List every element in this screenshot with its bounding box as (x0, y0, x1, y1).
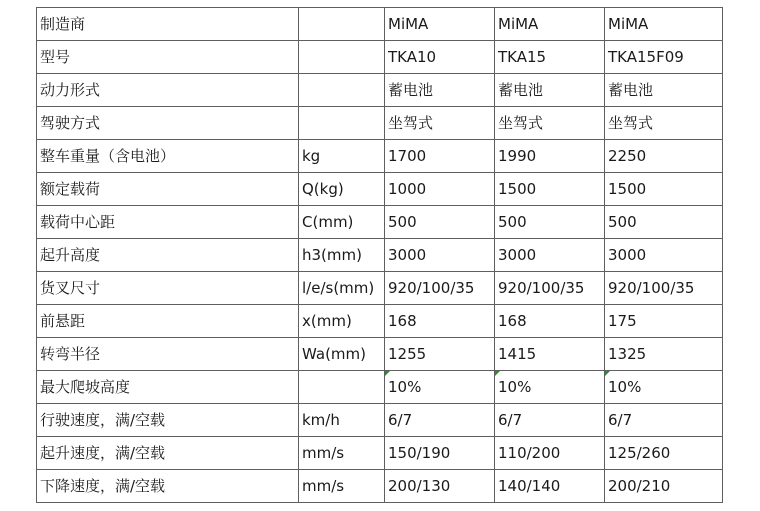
row-label: 起升高度 (37, 239, 299, 272)
row-label: 额定载荷 (37, 173, 299, 206)
value-cell-model-3: 500 (605, 206, 723, 239)
spec-table-body (37, 8, 723, 503)
value-cell-model-1: 168 (385, 305, 495, 338)
value-cell-model-3: TKA15F09 (605, 41, 723, 74)
row-label: 下降速度，满/空载 (37, 470, 299, 503)
row-unit (299, 371, 385, 404)
value-cell-model-2: 坐驾式 (495, 107, 605, 140)
value-cell-model-1: 1255 (385, 338, 495, 371)
value-cell-model-3: 200/210 (605, 470, 723, 503)
value-cell-model-3: 175 (605, 305, 723, 338)
row-label: 转弯半径 (37, 338, 299, 371)
value-cell-model-2: 1990 (495, 140, 605, 173)
value-cell-model-2: 6/7 (495, 404, 605, 437)
value-cell-model-1: 坐驾式 (385, 107, 495, 140)
value-cell-model-3: 6/7 (605, 404, 723, 437)
value-cell-model-1: 10% (385, 371, 495, 404)
table-row (37, 404, 723, 437)
row-unit (299, 41, 385, 74)
row-label: 整车重量（含电池） (37, 140, 299, 173)
table-row (37, 41, 723, 74)
row-label: 载荷中心距 (37, 206, 299, 239)
table-row (37, 206, 723, 239)
row-label: 动力形式 (37, 74, 299, 107)
table-row (37, 371, 723, 404)
row-unit (299, 8, 385, 41)
spec-table (36, 7, 723, 503)
table-row (37, 470, 723, 503)
value-cell-model-2: 110/200 (495, 437, 605, 470)
value-cell-model-2: 140/140 (495, 470, 605, 503)
row-label: 前悬距 (37, 305, 299, 338)
table-row (37, 272, 723, 305)
value-cell-model-1: 1000 (385, 173, 495, 206)
table-row (37, 437, 723, 470)
value-cell-model-1: 150/190 (385, 437, 495, 470)
value-cell-model-3: 125/260 (605, 437, 723, 470)
row-unit: mm/s (299, 437, 385, 470)
row-label: 型号 (37, 41, 299, 74)
row-label: 行驶速度，满/空载 (37, 404, 299, 437)
value-cell-model-2: 500 (495, 206, 605, 239)
value-cell-model-1: 蓄电池 (385, 74, 495, 107)
table-row (37, 74, 723, 107)
value-cell-model-1: 200/130 (385, 470, 495, 503)
row-label: 制造商 (37, 8, 299, 41)
value-cell-model-2: 蓄电池 (495, 74, 605, 107)
row-label: 驾驶方式 (37, 107, 299, 140)
row-unit: h3(mm) (299, 239, 385, 272)
value-cell-model-3: 2250 (605, 140, 723, 173)
row-unit: km/h (299, 404, 385, 437)
value-cell-model-1: TKA10 (385, 41, 495, 74)
row-unit: kg (299, 140, 385, 173)
value-cell-model-1: MiMA (385, 8, 495, 41)
row-unit: x(mm) (299, 305, 385, 338)
row-unit (299, 74, 385, 107)
value-cell-model-3: 10% (605, 371, 723, 404)
value-cell-model-2: TKA15 (495, 41, 605, 74)
value-cell-model-3: 蓄电池 (605, 74, 723, 107)
table-row (37, 173, 723, 206)
table-row (37, 8, 723, 41)
value-cell-model-2: MiMA (495, 8, 605, 41)
value-cell-model-1: 920/100/35 (385, 272, 495, 305)
value-cell-model-1: 500 (385, 206, 495, 239)
table-row (37, 239, 723, 272)
value-cell-model-2: 3000 (495, 239, 605, 272)
row-unit (299, 107, 385, 140)
value-cell-model-2: 10% (495, 371, 605, 404)
value-cell-model-3: 坐驾式 (605, 107, 723, 140)
row-unit: l/e/s(mm) (299, 272, 385, 305)
row-label: 最大爬坡高度 (37, 371, 299, 404)
row-unit: Wa(mm) (299, 338, 385, 371)
value-cell-model-3: 920/100/35 (605, 272, 723, 305)
row-label: 起升速度，满/空载 (37, 437, 299, 470)
value-cell-model-1: 6/7 (385, 404, 495, 437)
table-row (37, 338, 723, 371)
row-unit: C(mm) (299, 206, 385, 239)
value-cell-model-2: 1415 (495, 338, 605, 371)
value-cell-model-1: 3000 (385, 239, 495, 272)
value-cell-model-3: 3000 (605, 239, 723, 272)
table-row (37, 140, 723, 173)
table-row (37, 305, 723, 338)
value-cell-model-1: 1700 (385, 140, 495, 173)
value-cell-model-3: 1325 (605, 338, 723, 371)
value-cell-model-2: 1500 (495, 173, 605, 206)
value-cell-model-3: 1500 (605, 173, 723, 206)
row-label: 货叉尺寸 (37, 272, 299, 305)
value-cell-model-2: 168 (495, 305, 605, 338)
row-unit: mm/s (299, 470, 385, 503)
table-row (37, 107, 723, 140)
value-cell-model-3: MiMA (605, 8, 723, 41)
row-unit: Q(kg) (299, 173, 385, 206)
value-cell-model-2: 920/100/35 (495, 272, 605, 305)
